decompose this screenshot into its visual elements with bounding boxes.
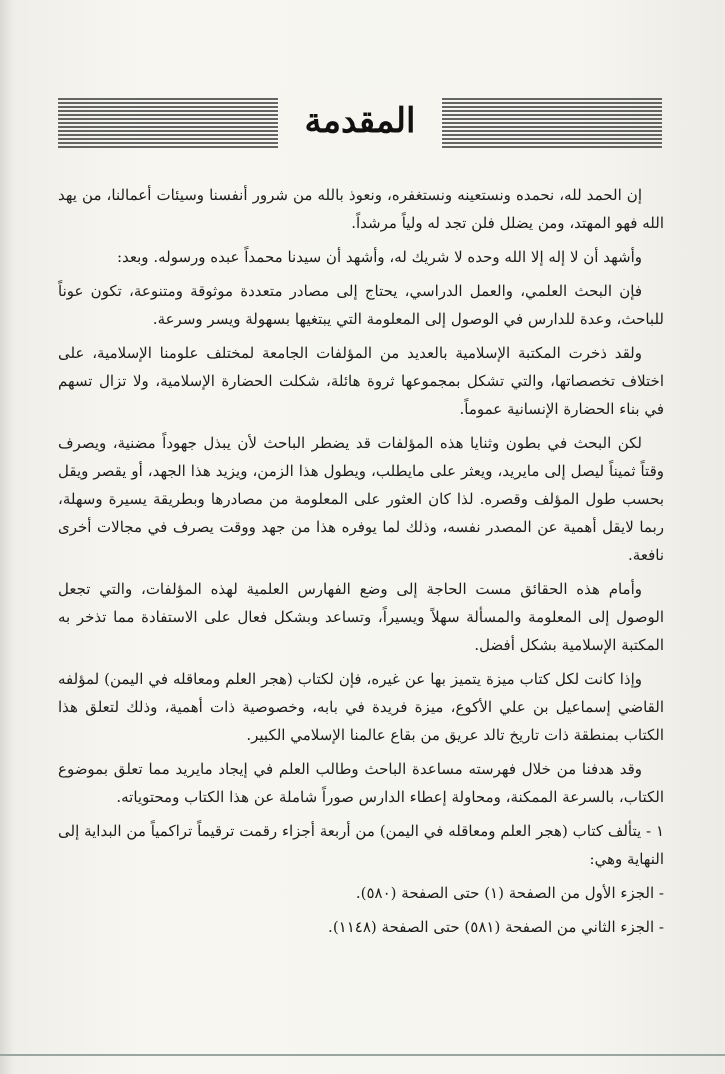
page-gutter-shadow (0, 0, 14, 1074)
paragraph-3: فإن البحث العلمي، والعمل الدراسي، يحتاج إلى مصادر متعددة موثوقة ومتنوعة، تكون عوناً للباحث، وعدة للدارس في الوصول إلى المعلومة التي يبتغيها بسهولة ويسر وسرعة. (58, 282, 664, 328)
paragraph-1: إن الحمد لله، نحمده ونستعينه ونستغفره، ونعوذ بالله من شرور أنفسنا وسيئات أعمالنا، من يهد الله فهو المهتد، ومن يضلل فلن تجد له ولياً مرشداً. (58, 186, 664, 232)
header-stripes-right (442, 98, 662, 150)
paragraph-8: وقد هدفنا من خلال فهرسته مساعدة الباحث وطالب العلم في إيجاد مايريد مما تعلق بموضوع الكتاب، بالسرعة الممكنة، ومحاولة إعطاء الدارس صوراً شاملة عن هذا الكتاب ومحتوياته. (58, 760, 664, 806)
paragraph-5: لكن البحث في بطون وثنايا هذه المؤلفات قد يضطر الباحث لأن يبذل جهوداً مضنية، ويصرف وقتاً ثميناً ليصل إلى مايريد، ويعثر على مايطلب، ويطول هذا الزمن، ويزيد هذا الجهد، أو يقصر ويقل بحسب طول المؤلف وقصره. لذا كان العثور على المعلومة من مصادرها وبطريقة يسيرة وسهلة، ربما لايقل أهمية عن المصدر نفسه، وذلك لما يوفره هذا من جهد ووقت يصرف في مجالات أخرى نافعة. (58, 434, 664, 564)
list-item-3: - الجزء الثاني من الصفحة (٥٨١) حتى الصفحة (١١٤٨). (328, 918, 664, 936)
list-item-2: - الجزء الأول من الصفحة (١) حتى الصفحة (٥٨٠). (355, 884, 664, 902)
paragraph-7: وإذا كانت لكل كتاب ميزة يتميز بها عن غيره، فإن لكتاب (هجر العلم ومعاقله في اليمن) لمؤلفه القاضي إسماعيل بن علي الأكوع، ميزة فريدة في بابه، وخصوصية ذات أهمية، وذلك لتعلق هذا الكتاب بمنطقة ذات تاريخ تالد عريق من بقاع عالمنا الإسلامي الكبير. (58, 670, 664, 744)
chapter-title: المقدمة (278, 93, 442, 149)
bottom-page-edge (0, 1054, 725, 1056)
introduction-text (58, 181, 664, 947)
paragraph-2: وأشهد أن لا إله إلا الله وحده لا شريك له، وأشهد أن سيدنا محمداً عبده ورسوله. وبعد: (116, 248, 642, 266)
paragraph-6: وأمام هذه الحقائق مست الحاجة إلى وضع الفهارس العلمية لهذه المؤلفات، والتي تجعل الوصول إلى المعلومة والمسألة سهلاً ويسيراً، وتساعد وبشكل فعال على الاستفادة مما تذخر به المكتبة الإسلامية بشكل أفضل. (58, 580, 664, 654)
paragraph-4: ولقد ذخرت المكتبة الإسلامية بالعديد من المؤلفات الجامعة لمختلف علومنا الإسلامية، على اختلاف تخصصاتها، والتي تشكل بمجموعها ثروة هائلة، شكلت الحضارة الإسلامية، ولا تزال تسهم في بناء الحضارة الإنسانية عموماً. (58, 344, 664, 418)
list-item-1: ١ - يتألف كتاب (هجر العلم ومعاقله في اليمن) من أربعة أجزاء رقمت ترقيماً تراكمياً من البداية إلى النهاية وهي: (58, 822, 664, 868)
chapter-header (58, 95, 662, 153)
header-stripes-left (58, 98, 278, 150)
